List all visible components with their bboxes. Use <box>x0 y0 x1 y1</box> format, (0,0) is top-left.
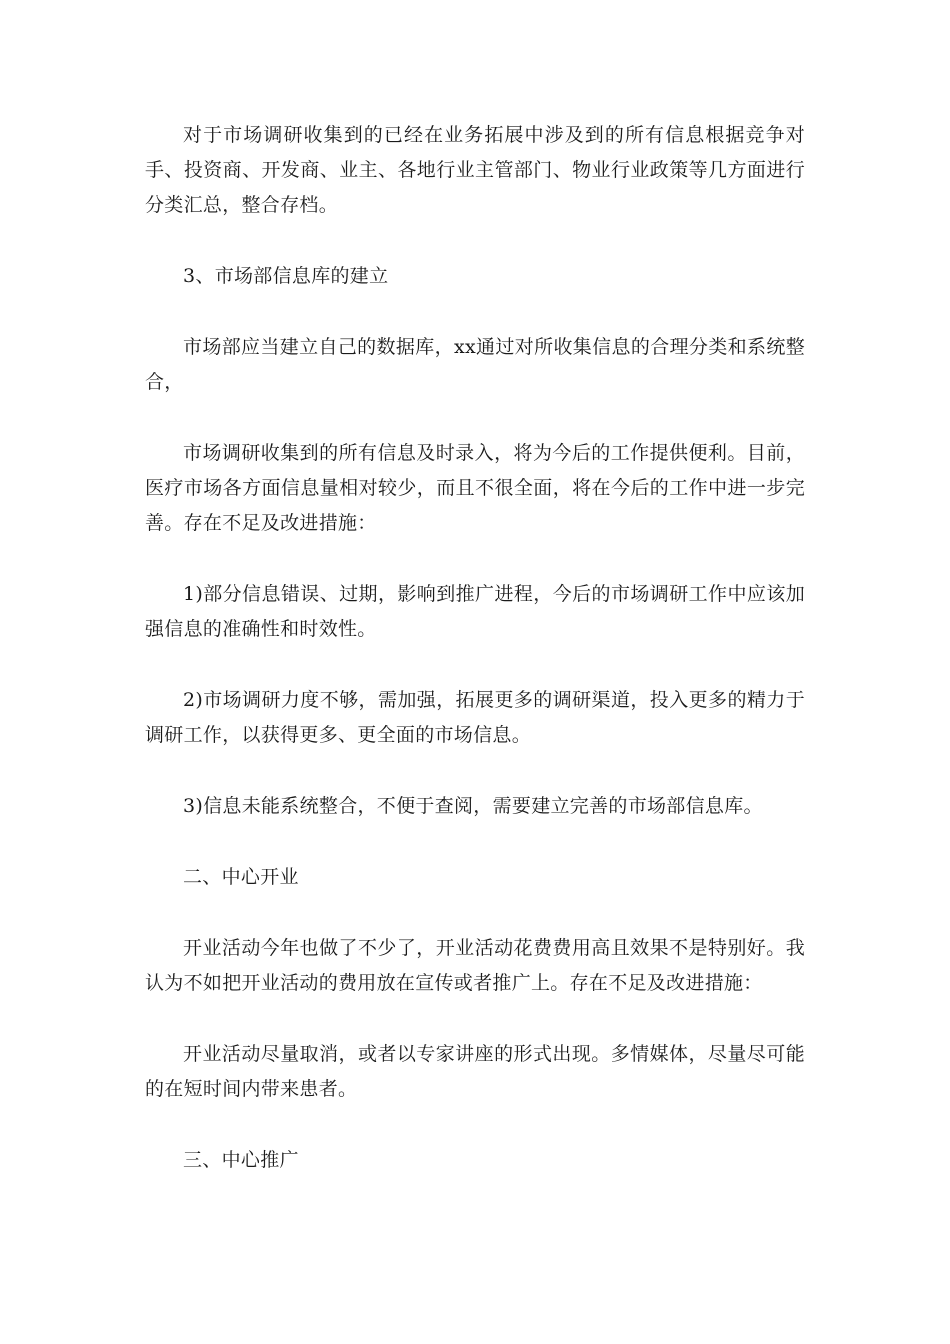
paragraph-opening-activities: 开业活动今年也做了不少了，开业活动花费费用高且效果不是特别好。我认为不如把开业活动的费用放在宣传或者推广上。存在不足及改进措施： <box>145 937 805 994</box>
document-body <box>145 118 805 1214</box>
paragraph-info-classification: 对于市场调研收集到的已经在业务拓展中涉及到的所有信息根据竞争对手、投资商、开发商、业主、各地行业主管部门、物业行业政策等几方面进行分类汇总，整合存档。 <box>145 124 805 216</box>
section-heading-database: 3、市场部信息库的建立 <box>183 265 389 287</box>
paragraph-improvement-1: 1)部分信息错误、过期，影响到推广进程，今后的市场调研工作中应该加强信息的准确性和时效性。 <box>145 583 805 640</box>
section-heading-opening: 二、中心开业 <box>183 866 299 888</box>
paragraph-improvement-2: 2)市场调研力度不够，需加强，拓展更多的调研渠道，投入更多的精力于调研工作，以获得更多、更全面的市场信息。 <box>145 689 805 746</box>
paragraph-database-setup: 市场部应当建立自己的数据库，xx通过对所收集信息的合理分类和系统整合， <box>145 336 805 393</box>
paragraph-opening-improvement: 开业活动尽量取消，或者以专家讲座的形式出现。多情媒体，尽量尽可能的在短时间内带来患者。 <box>145 1043 805 1100</box>
section-heading-promotion: 三、中心推广 <box>183 1149 299 1171</box>
paragraph-improvement-3: 3)信息未能系统整合，不便于查阅，需要建立完善的市场部信息库。 <box>183 795 763 817</box>
paragraph-info-entry: 市场调研收集到的所有信息及时录入，将为今后的工作提供便利。目前，医疗市场各方面信息量相对较少，而且不很全面，将在今后的工作中进一步完善。存在不足及改进措施： <box>145 442 805 534</box>
